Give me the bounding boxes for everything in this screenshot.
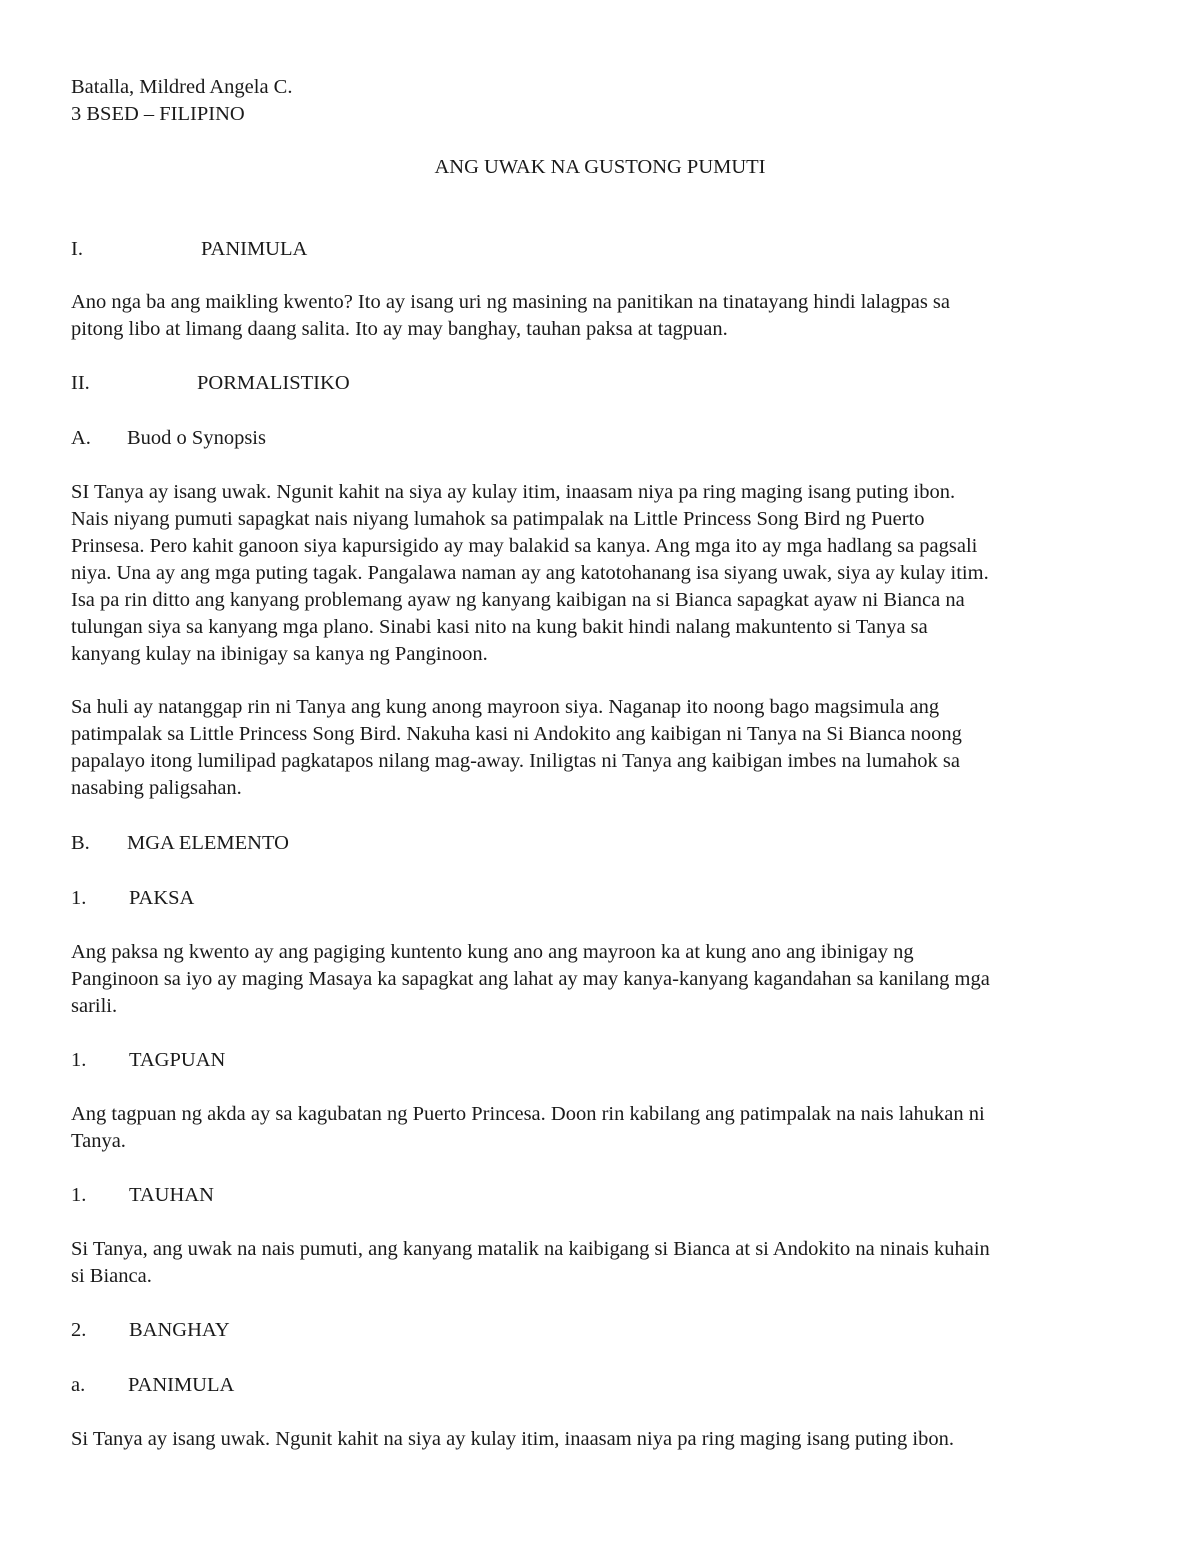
synopsis-paragraph-2	[71, 694, 1141, 802]
text-line: Ang tagpuan ng akda ay sa kagubatan ng Puerto Princesa. Doon rin kabilang ang patimpalak na nais lahukan ni	[71, 1103, 985, 1125]
text-line: kanyang kulay na ibinigay sa kanya ng Panginoon.	[71, 643, 488, 665]
text-line: tulungan siya sa kanyang mga plano. Sinabi kasi nito na kung bakit hindi nalang makuntento si Tanya sa	[71, 616, 928, 638]
section-a-letter: A.	[71, 427, 91, 449]
author-name: Batalla, Mildred Angela C.	[71, 76, 293, 98]
text-line: Tanya.	[71, 1130, 126, 1152]
text-line: si Bianca.	[71, 1265, 152, 1287]
text-line: Panginoon sa iyo ay maging Masaya ka sapagkat ang lahat ay may kanya-kanyang kagandahan sa kanilang mga	[71, 968, 990, 990]
section-i-number: I.	[71, 238, 83, 260]
tagpuan-number: 1.	[71, 1049, 87, 1071]
paksa-paragraph	[71, 939, 1141, 1020]
tauhan-paragraph	[71, 1236, 1141, 1290]
text-line: Sa huli ay natanggap rin ni Tanya ang kung anong mayroon siya. Naganap ito noong bago magsimula ang	[71, 696, 940, 718]
text-line: papalayo itong lumilipad pagkatapos nilang mag-away. Iniligtas ni Tanya ang kaibigan imbes na lumahok sa	[71, 750, 960, 772]
text-line: Ano nga ba ang maikling kwento? Ito ay isang uri ng masining na panitikan na tinatayang hindi lalagpas sa	[71, 291, 951, 313]
text-line: niya. Una ay ang mga puting tagak. Pangalawa naman ay ang katotohanang isa siyang uwak, siya ay kulay itim.	[71, 562, 989, 584]
section-i-paragraph	[71, 289, 1141, 343]
section-b-heading: MGA ELEMENTO	[127, 832, 289, 854]
tagpuan-heading: TAGPUAN	[129, 1049, 226, 1071]
paksa-number: 1.	[71, 887, 87, 909]
panimula-a-paragraph	[71, 1426, 1141, 1453]
section-b-letter: B.	[71, 832, 90, 854]
text-line: Si Tanya, ang uwak na nais pumuti, ang kanyang matalik na kaibigang si Bianca at si Andokito na ninais kuhain	[71, 1238, 990, 1260]
text-line: SI Tanya ay isang uwak. Ngunit kahit na siya ay kulay itim, inaasam niya pa ring maging isang puting ibon.	[71, 481, 956, 503]
text-line: Ang paksa ng kwento ay ang pagiging kuntento kung ano ang mayroon ka at kung ano ang ibinigay ng	[71, 941, 914, 963]
text-line: sarili.	[71, 995, 118, 1017]
section-ii-number: II.	[71, 372, 90, 394]
panimula-a-letter: a.	[71, 1374, 86, 1396]
tagpuan-paragraph	[71, 1101, 1141, 1155]
banghay-heading: BANGHAY	[129, 1319, 230, 1341]
text-line: Isa pa rin ditto ang kanyang problemang ayaw ng kanyang kaibigan na si Bianca sapagkat ayaw ni Bianca na	[71, 589, 965, 611]
synopsis-paragraph-1	[71, 479, 1141, 668]
section-a-heading: Buod o Synopsis	[127, 427, 266, 449]
text-line: patimpalak sa Little Princess Song Bird. Nakuha kasi ni Andokito ang kaibigan ni Tanya na Si Bianca noong	[71, 723, 962, 745]
section-i-heading: PANIMULA	[201, 238, 308, 260]
text-line: nasabing paligsahan.	[71, 777, 242, 799]
text-line: Prinsesa. Pero kahit ganoon siya kapursigido ay may balakid sa kanya. Ang mga ito ay mga hadlang sa pagsali	[71, 535, 978, 557]
text-line: pitong libo at limang daang salita. Ito ay may banghay, tauhan paksa at tagpuan.	[71, 318, 728, 340]
document-title: ANG UWAK NA GUSTONG PUMUTI	[434, 156, 766, 178]
tauhan-number: 1.	[71, 1184, 87, 1206]
text-line: Si Tanya ay isang uwak. Ngunit kahit na siya ay kulay itim, inaasam niya pa ring maging isang puting ibon.	[71, 1428, 954, 1450]
paksa-heading: PAKSA	[129, 887, 195, 909]
tauhan-heading: TAUHAN	[129, 1184, 214, 1206]
panimula-a-heading: PANIMULA	[128, 1374, 235, 1396]
section-ii-heading: PORMALISTIKO	[197, 372, 350, 394]
course-line: 3 BSED – FILIPINO	[71, 103, 245, 125]
text-line: Nais niyang pumuti sapagkat nais niyang lumahok sa patimpalak na Little Princess Song Bird ng Puerto	[71, 508, 925, 530]
banghay-number: 2.	[71, 1319, 87, 1341]
